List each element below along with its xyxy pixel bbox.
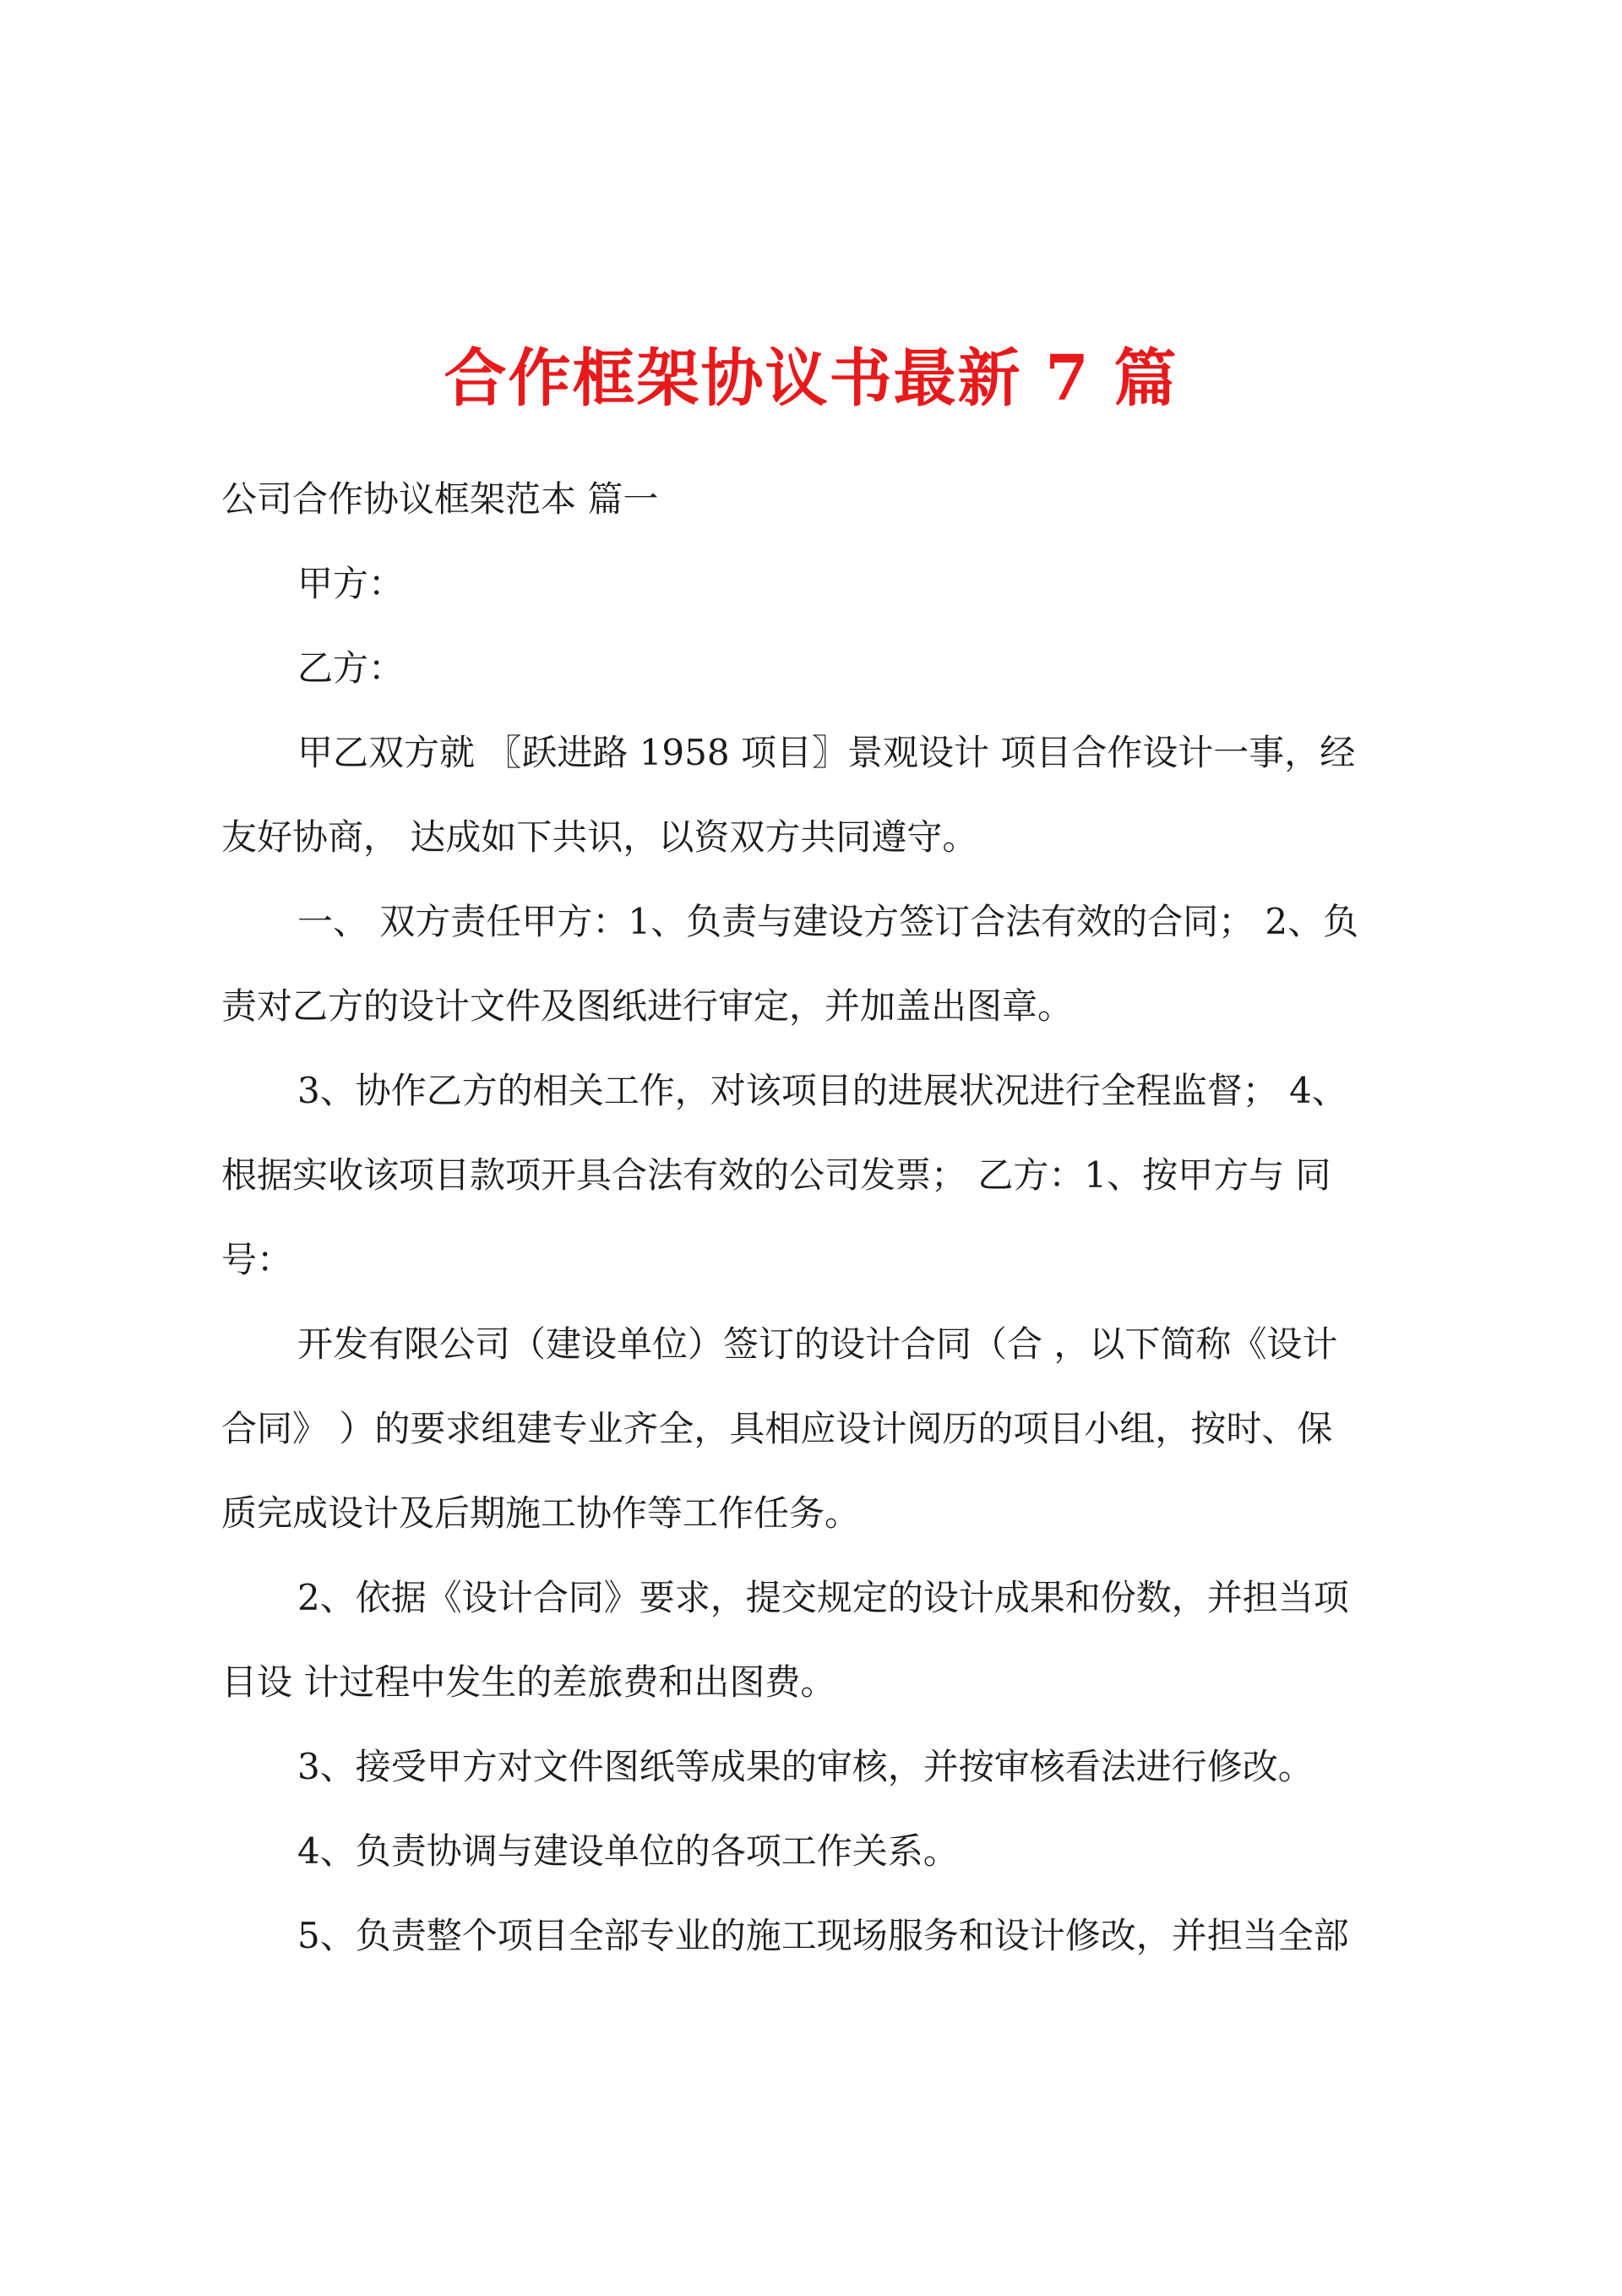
paragraph-line: 甲乙双方就 〖跃进路 1958 项目〗景观设计 项目合作设计一事，经 bbox=[297, 732, 1356, 773]
paragraph-line: 一、 双方责任甲方：1、负责与建设方签订合法有效的合同； 2、负 bbox=[297, 901, 1359, 942]
party-b-line: 乙方： bbox=[297, 647, 405, 689]
paragraph-line: 号： bbox=[221, 1239, 293, 1280]
document-body bbox=[221, 478, 1421, 1999]
paragraph-line: 开发有限公司（建设单位）签订的设计合同（合 ，以下简称《设计 bbox=[297, 1323, 1338, 1365]
paragraph-line: 目设 计过程中发生的差旅费和出图费。 bbox=[221, 1661, 836, 1703]
paragraph-line: 4、负责协调与建设单位的各项工作关系。 bbox=[297, 1830, 959, 1872]
paragraph-line: 3、协作乙方的相关工作，对该项目的进展状况进行全程监督； 4、 bbox=[297, 1070, 1347, 1111]
paragraph-line: 友好协商， 达成如下共识，以资双方共同遵守。 bbox=[221, 816, 978, 858]
paragraph-line: 责对乙方的设计文件及图纸进行审定，并加盖出图章。 bbox=[221, 985, 1074, 1027]
paragraph-line: 合同》 ）的要求组建专业齐全，具相应设计阅历的项目小组，按时、保 bbox=[221, 1408, 1333, 1449]
paragraph-line: 5、负责整个项目全部专业的施工现场服务和设计修改，并担当全部 bbox=[297, 1915, 1349, 1956]
party-a-line: 甲方： bbox=[297, 563, 405, 604]
paragraph-line: 质完成设计及后期施工协作等工作任务。 bbox=[221, 1492, 861, 1534]
paragraph-line: 2、依据《设计合同》要求，提交规定的设计成果和份数，并担当项 bbox=[297, 1577, 1349, 1618]
paragraph-line: 根据实收该项目款项开具合法有效的公司发票； 乙方：1、按甲方与 同 bbox=[221, 1154, 1331, 1196]
paragraph-line: 3、接受甲方对文件图纸等成果的审核，并按审核看法进行修改。 bbox=[297, 1746, 1314, 1787]
document-title: 合作框架协议书最新 7 篇 bbox=[444, 342, 1178, 415]
section-heading: 公司合作协议框架范本 篇一 bbox=[221, 478, 659, 520]
